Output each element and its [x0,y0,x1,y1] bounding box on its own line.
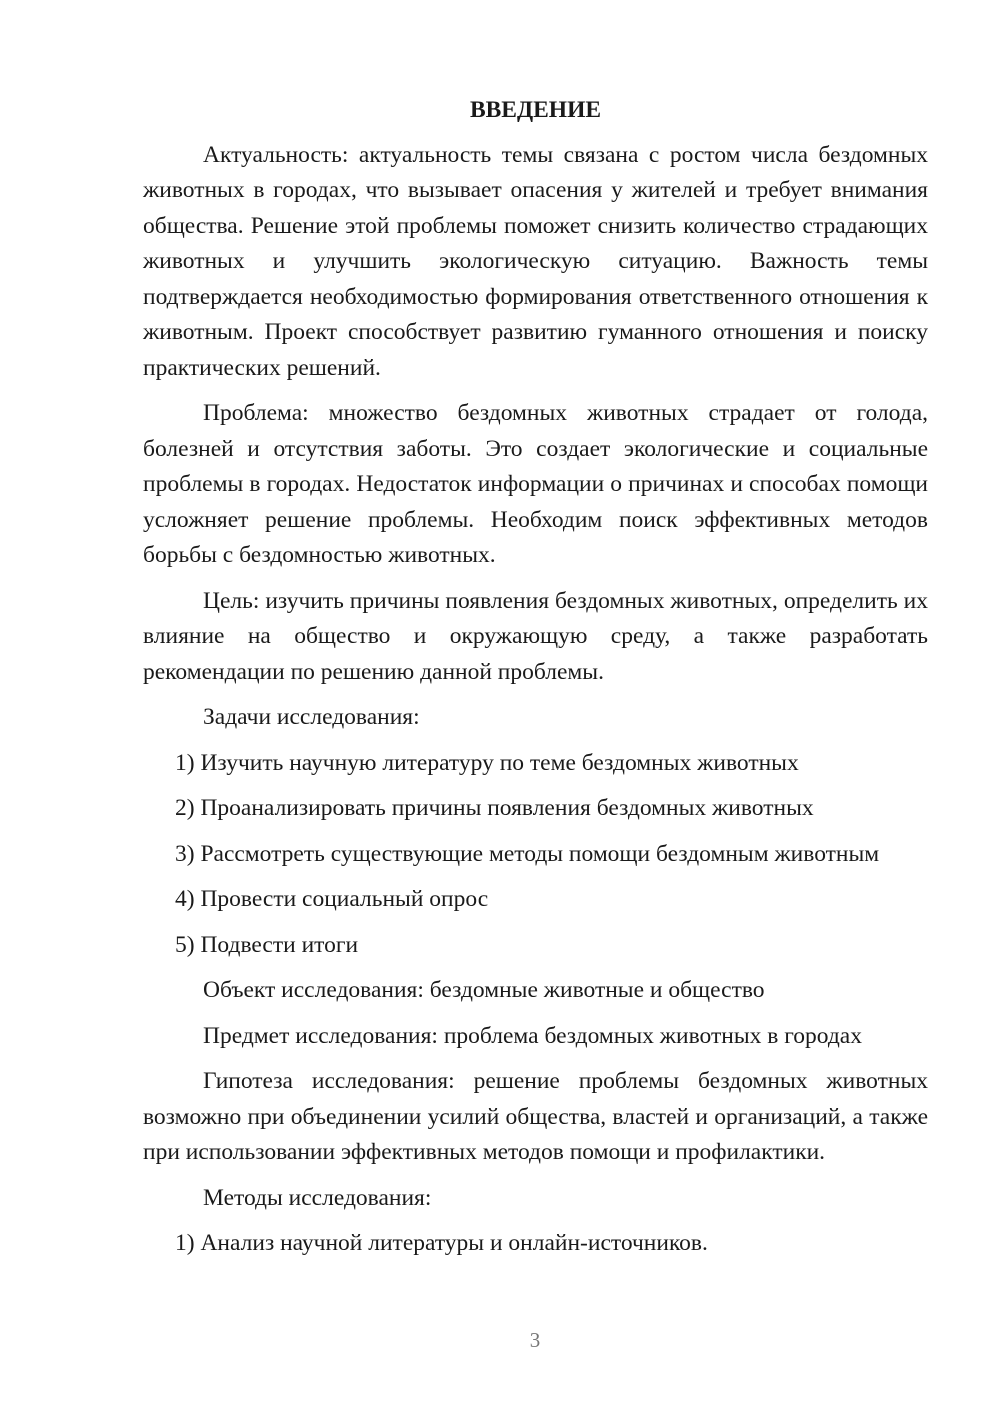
research-subject: Предмет исследования: проблема бездомных животных в городах [203,1022,862,1049]
task-item: 1) Изучить научную литературу по теме бездомных животных [175,749,799,776]
method-item: 1) Анализ научной литературы и онлайн-источников. [175,1230,708,1256]
section-title: ВВЕДЕНИЕ [469,97,602,123]
task-item: 2) Проанализировать причины появления бездомных животных [175,795,814,821]
problem-paragraph: Проблема: множество бездомных животных страдает от голода, болезней и отсутствия заботы. Это создает экологические и социальные проблемы в городах. Недостаток информации о причинах и способах помощи усложняет решение проблемы. Необходим поиск эффективных методов борьбы с бездомностью животных. [143,400,928,568]
task-item: 3) Рассмотреть существующие методы помощи бездомным животным [175,840,880,867]
page-number: 3 [529,1328,541,1352]
hypothesis-paragraph: Гипотеза исследования: решение проблемы бездомных животных возможно при объединении усилий общества, властей и организаций, а также при использовании эффективных методов помощи и профилактики. [143,1068,928,1165]
tasks-heading: Задачи исследования: [203,704,420,730]
task-item: 4) Провести социальный опрос [175,886,489,912]
task-item: 5) Подвести итоги [175,931,359,958]
tasks-list [143,746,928,964]
relevance-paragraph: Актуальность: актуальность темы связана с ростом числа бездомных животных в городах, что вызывает опасения у жителей и требует внимания общества. Решение этой проблемы поможет снизить количество страдающих животных и улучшить экологическую ситуацию. Важность темы подтверждается необходимостью формирования ответственного отношения к животным. Проект способствует развитию гуманного отношения и поиску практических решений. [143,141,928,381]
research-object: Объект исследования: бездомные животные и общество [203,977,765,1003]
goal-paragraph: Цель: изучить причины появления бездомных животных, определить их влияние на общество и окружающую среду, а также разработать рекомендации по решению данной проблемы. [143,587,928,685]
methods-list [143,1226,928,1262]
methods-heading: Методы исследования: [203,1184,432,1211]
document-body [143,93,928,1272]
